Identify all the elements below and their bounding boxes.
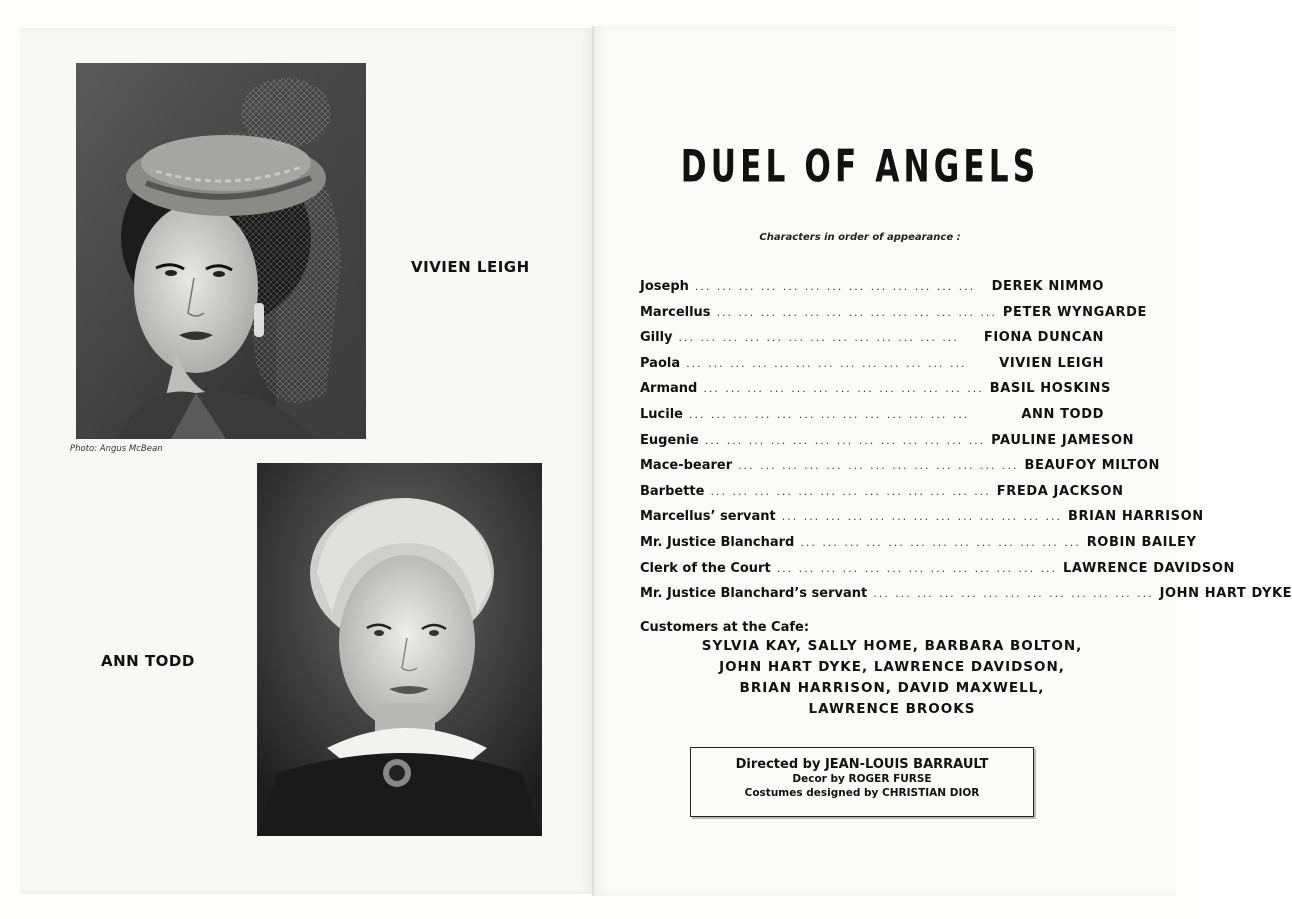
cast-row xyxy=(640,432,1135,459)
actor-name: BEAUFOY MILTON xyxy=(1024,458,1161,474)
role-name: Paola xyxy=(640,355,681,371)
leader-dots: ... ... ... ... ... ... ... ... ... ... ... ... ... xyxy=(781,510,1063,524)
role-name: Mr. Justice Blanchard xyxy=(640,534,795,550)
leader-dots: ... ... ... ... ... ... ... ... ... ... ... ... ... xyxy=(800,535,1081,549)
role-name: Clerk of the Court xyxy=(640,560,771,576)
cast-row xyxy=(640,356,1104,382)
actor-name: BRIAN HARRISON xyxy=(1068,509,1204,525)
play-title: DUEL OF ANGELS xyxy=(680,140,1040,192)
cafe-customers-list xyxy=(640,638,1104,722)
actor-name: ANN TODD xyxy=(1021,406,1104,422)
photo-vivien-leigh xyxy=(76,63,366,439)
caption-vivien-leigh: VIVIEN LEIGH xyxy=(411,258,530,276)
cast-row xyxy=(640,304,1148,331)
cast-row xyxy=(640,560,1235,587)
photo-ann-todd xyxy=(257,463,542,836)
actor-name: PAULINE JAMESON xyxy=(991,432,1135,448)
role-name: Eugenie xyxy=(640,432,699,448)
photo-credit: Photo: Angus McBean xyxy=(70,444,163,454)
actor-name: VIVIEN LEIGH xyxy=(999,355,1104,371)
cafe-line: JOHN HART DYKE, LAWRENCE DAVIDSON, xyxy=(719,659,1065,675)
leader-dots: ... ... ... ... ... ... ... ... ... ... ... ... ... xyxy=(873,587,1154,601)
leader-dots: ... ... ... ... ... ... ... ... ... ... ... ... ... xyxy=(688,407,970,421)
leader-dots: ... ... ... ... ... ... ... ... ... ... ... ... ... xyxy=(694,280,976,293)
leader-dots: ... ... ... ... ... ... ... ... ... ... ... ... ... xyxy=(704,433,986,447)
leader-dots: ... ... ... ... ... ... ... ... ... ... ... ... ... xyxy=(738,459,1019,473)
leader-dots: ... ... ... ... ... ... ... ... ... ... ... ... ... xyxy=(703,382,984,396)
role-name: Marcellus’ servant xyxy=(640,509,776,525)
cast-row xyxy=(640,407,1104,433)
cafe-line: BRIAN HARRISON, DAVID MAXWELL, xyxy=(739,680,1045,696)
cafe-line: SYLVIA KAY, SALLY HOME, BARBARA BOLTON, xyxy=(701,638,1083,654)
caption-ann-todd: ANN TODD xyxy=(101,652,195,670)
role-name: Gilly xyxy=(640,330,673,346)
leader-dots: ... ... ... ... ... ... ... ... ... ... ... ... ... xyxy=(710,484,991,498)
page-gutter xyxy=(592,26,595,896)
cafe-line: LAWRENCE BROOKS xyxy=(808,701,976,717)
role-name: Mace-bearer xyxy=(640,458,733,474)
cast-row xyxy=(640,509,1204,535)
production-credits-box xyxy=(690,747,1034,817)
cast-row xyxy=(640,381,1111,407)
cafe-customers-label: Customers at the Cafe: xyxy=(640,620,810,635)
role-name: Mr. Justice Blanchard’s servant xyxy=(640,586,868,602)
cast-row xyxy=(640,330,1104,356)
actor-name: FREDA JACKSON xyxy=(996,483,1124,499)
actor-name: JOHN HART DYKE xyxy=(1159,586,1292,602)
actor-name: ROBIN BAILEY xyxy=(1086,534,1197,550)
cast-row xyxy=(640,534,1197,561)
leader-dots: ... ... ... ... ... ... ... ... ... ... ... ... ... xyxy=(776,561,1058,575)
role-name: Joseph xyxy=(640,279,689,294)
costumes-credit: Costumes designed by CHRISTIAN DIOR xyxy=(744,787,980,799)
role-name: Armand xyxy=(640,381,698,397)
actor-name: BASIL HOSKINS xyxy=(989,381,1111,397)
decor-credit: Decor by ROGER FURSE xyxy=(792,773,932,785)
actor-name: PETER WYNGARDE xyxy=(1002,304,1148,320)
leader-dots: ... ... ... ... ... ... ... ... ... ... ... ... ... xyxy=(686,356,967,370)
role-name: Lucile xyxy=(640,406,683,422)
cast-row xyxy=(640,458,1161,484)
portrait-illustration-todd xyxy=(257,463,542,836)
director-credit: Directed by JEAN-LOUIS BARRAULT xyxy=(735,757,989,772)
portrait-illustration-leigh xyxy=(76,63,366,439)
actor-name: LAWRENCE DAVIDSON xyxy=(1063,560,1235,576)
cast-row xyxy=(640,483,1124,510)
role-name: Barbette xyxy=(640,483,705,499)
role-name: Marcellus xyxy=(640,304,711,320)
cast-row xyxy=(640,586,1292,612)
cast-row xyxy=(640,279,1104,305)
actor-name: FIONA DUNCAN xyxy=(983,330,1104,346)
leader-dots: ... ... ... ... ... ... ... ... ... ... ... ... ... xyxy=(678,331,959,345)
cast-list xyxy=(640,279,1292,612)
cast-subtitle: Characters in order of appearance : xyxy=(759,232,961,243)
leader-dots: ... ... ... ... ... ... ... ... ... ... ... ... ... xyxy=(716,305,997,319)
actor-name: DEREK NIMMO xyxy=(991,279,1104,294)
